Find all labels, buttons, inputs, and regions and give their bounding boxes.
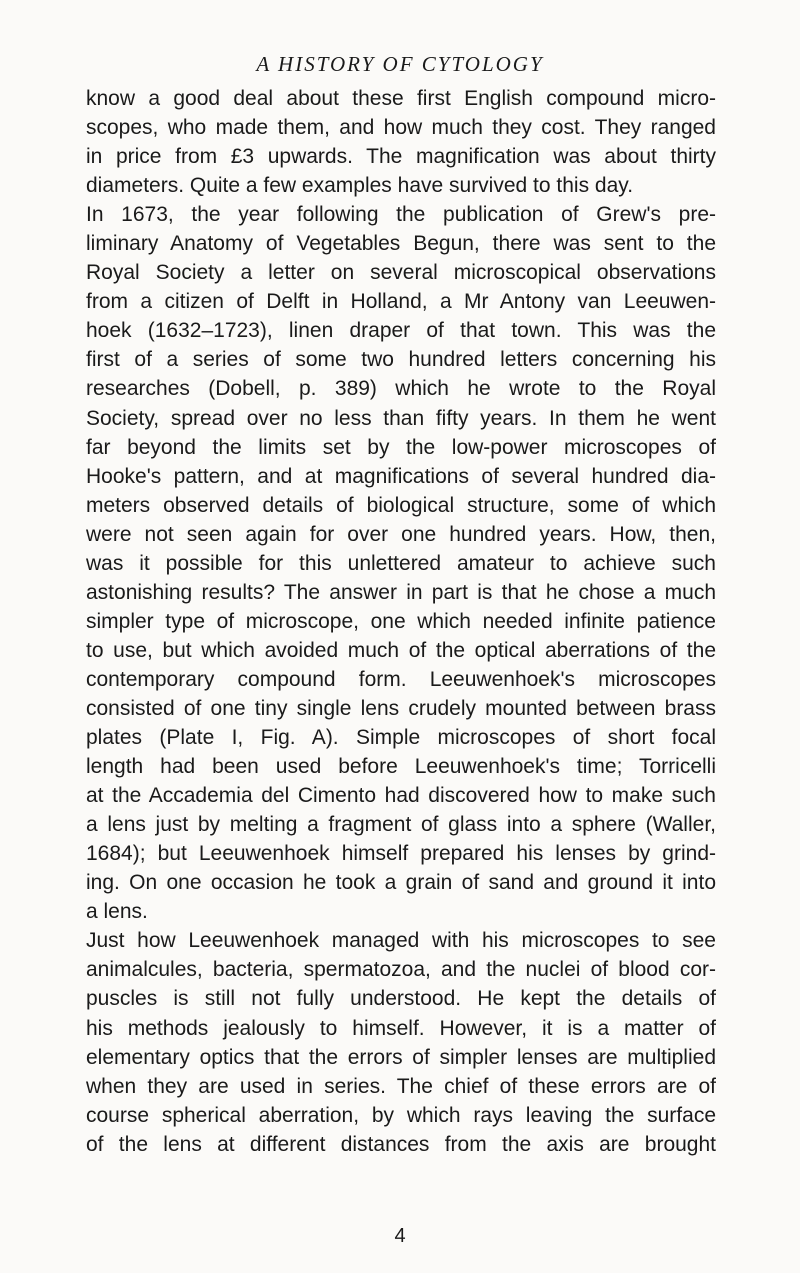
- text-line: ing. On one occasion he took a grain of sand and ground it into: [86, 871, 716, 895]
- text-line: animalcules, bacteria, spermatozoa, and the nuclei of blood cor-: [86, 958, 716, 982]
- text-line: diameters. Quite a few examples have survived to this day.: [86, 174, 634, 198]
- paragraph-2: [86, 200, 716, 926]
- text-line: plates (Plate I, Fig. A). Simple microscopes of short focal: [86, 726, 716, 750]
- text-line: Hooke's pattern, and at magnifications of several hundred dia-: [86, 464, 716, 488]
- text-line: a lens just by melting a fragment of glass into a sphere (Waller,: [86, 813, 716, 837]
- text-line: when they are used in series. The chief of these errors are of: [86, 1074, 716, 1098]
- text-line: at the Accademia del Cimento had discovered how to make such: [86, 784, 716, 808]
- text-line: hoek (1632–1723), linen draper of that town. This was the: [86, 319, 716, 343]
- paragraph-3: [86, 926, 716, 1158]
- text-line: scopes, who made them, and how much they cost. They ranged: [86, 116, 716, 140]
- text-line: know a good deal about these first English compound micro-: [86, 87, 716, 110]
- text-line: meters observed details of biological structure, some of which: [86, 493, 716, 517]
- paragraph-1: [86, 84, 716, 200]
- text-line: elementary optics that the errors of simpler lenses are multiplied: [86, 1045, 716, 1069]
- text-line: first of a series of some two hundred letters concerning his: [86, 348, 716, 372]
- text-line: length had been used before Leeuwenhoek's time; Torricelli: [86, 755, 716, 779]
- text-line: his methods jealously to himself. However, it is a matter of: [86, 1016, 716, 1040]
- text-line: to use, but which avoided much of the optical aberrations of the: [86, 638, 716, 662]
- text-line: Society, spread over no less than fifty years. In them he went: [86, 406, 716, 430]
- text-line: consisted of one tiny single lens crudely mounted between brass: [86, 696, 716, 720]
- text-line: In 1673, the year following the publication of Grew's pre-: [86, 203, 716, 227]
- text-line: contemporary compound form. Leeuwenhoek's microscopes: [86, 667, 716, 691]
- text-line: from a citizen of Delft in Holland, a Mr Antony van Leeuwen-: [86, 290, 716, 314]
- text-line: researches (Dobell, p. 389) which he wrote to the Royal: [86, 377, 716, 401]
- text-line: Royal Society a letter on several microscopical observations: [86, 261, 716, 285]
- text-line: was it possible for this unlettered amateur to achieve such: [86, 551, 716, 575]
- text-line: far beyond the limits set by the low-power microscopes of: [86, 435, 716, 459]
- text-line: course spherical aberration, by which rays leaving the surface: [86, 1103, 716, 1127]
- text-line: of the lens at different distances from the axis are brought: [86, 1132, 716, 1156]
- text-line: liminary Anatomy of Vegetables Begun, there was sent to the: [86, 232, 716, 256]
- text-line: were not seen again for over one hundred years. How, then,: [86, 522, 716, 546]
- page-number: 4: [394, 1225, 406, 1247]
- text-line: simpler type of microscope, one which needed infinite patience: [86, 609, 716, 633]
- body-text: [86, 84, 716, 1159]
- text-line: Just how Leeuwenhoek managed with his microscopes to see: [86, 929, 716, 953]
- running-head: A HISTORY OF CYTOLOGY: [256, 52, 544, 76]
- text-line: astonishing results? The answer in part is that he chose a much: [86, 580, 716, 604]
- text-line: puscles is still not fully understood. He kept the details of: [86, 987, 716, 1011]
- text-line: a lens.: [86, 900, 148, 924]
- text-line: in price from £3 upwards. The magnification was about thirty: [86, 145, 716, 169]
- text-line: 1684); but Leeuwenhoek himself prepared his lenses by grind-: [86, 842, 716, 866]
